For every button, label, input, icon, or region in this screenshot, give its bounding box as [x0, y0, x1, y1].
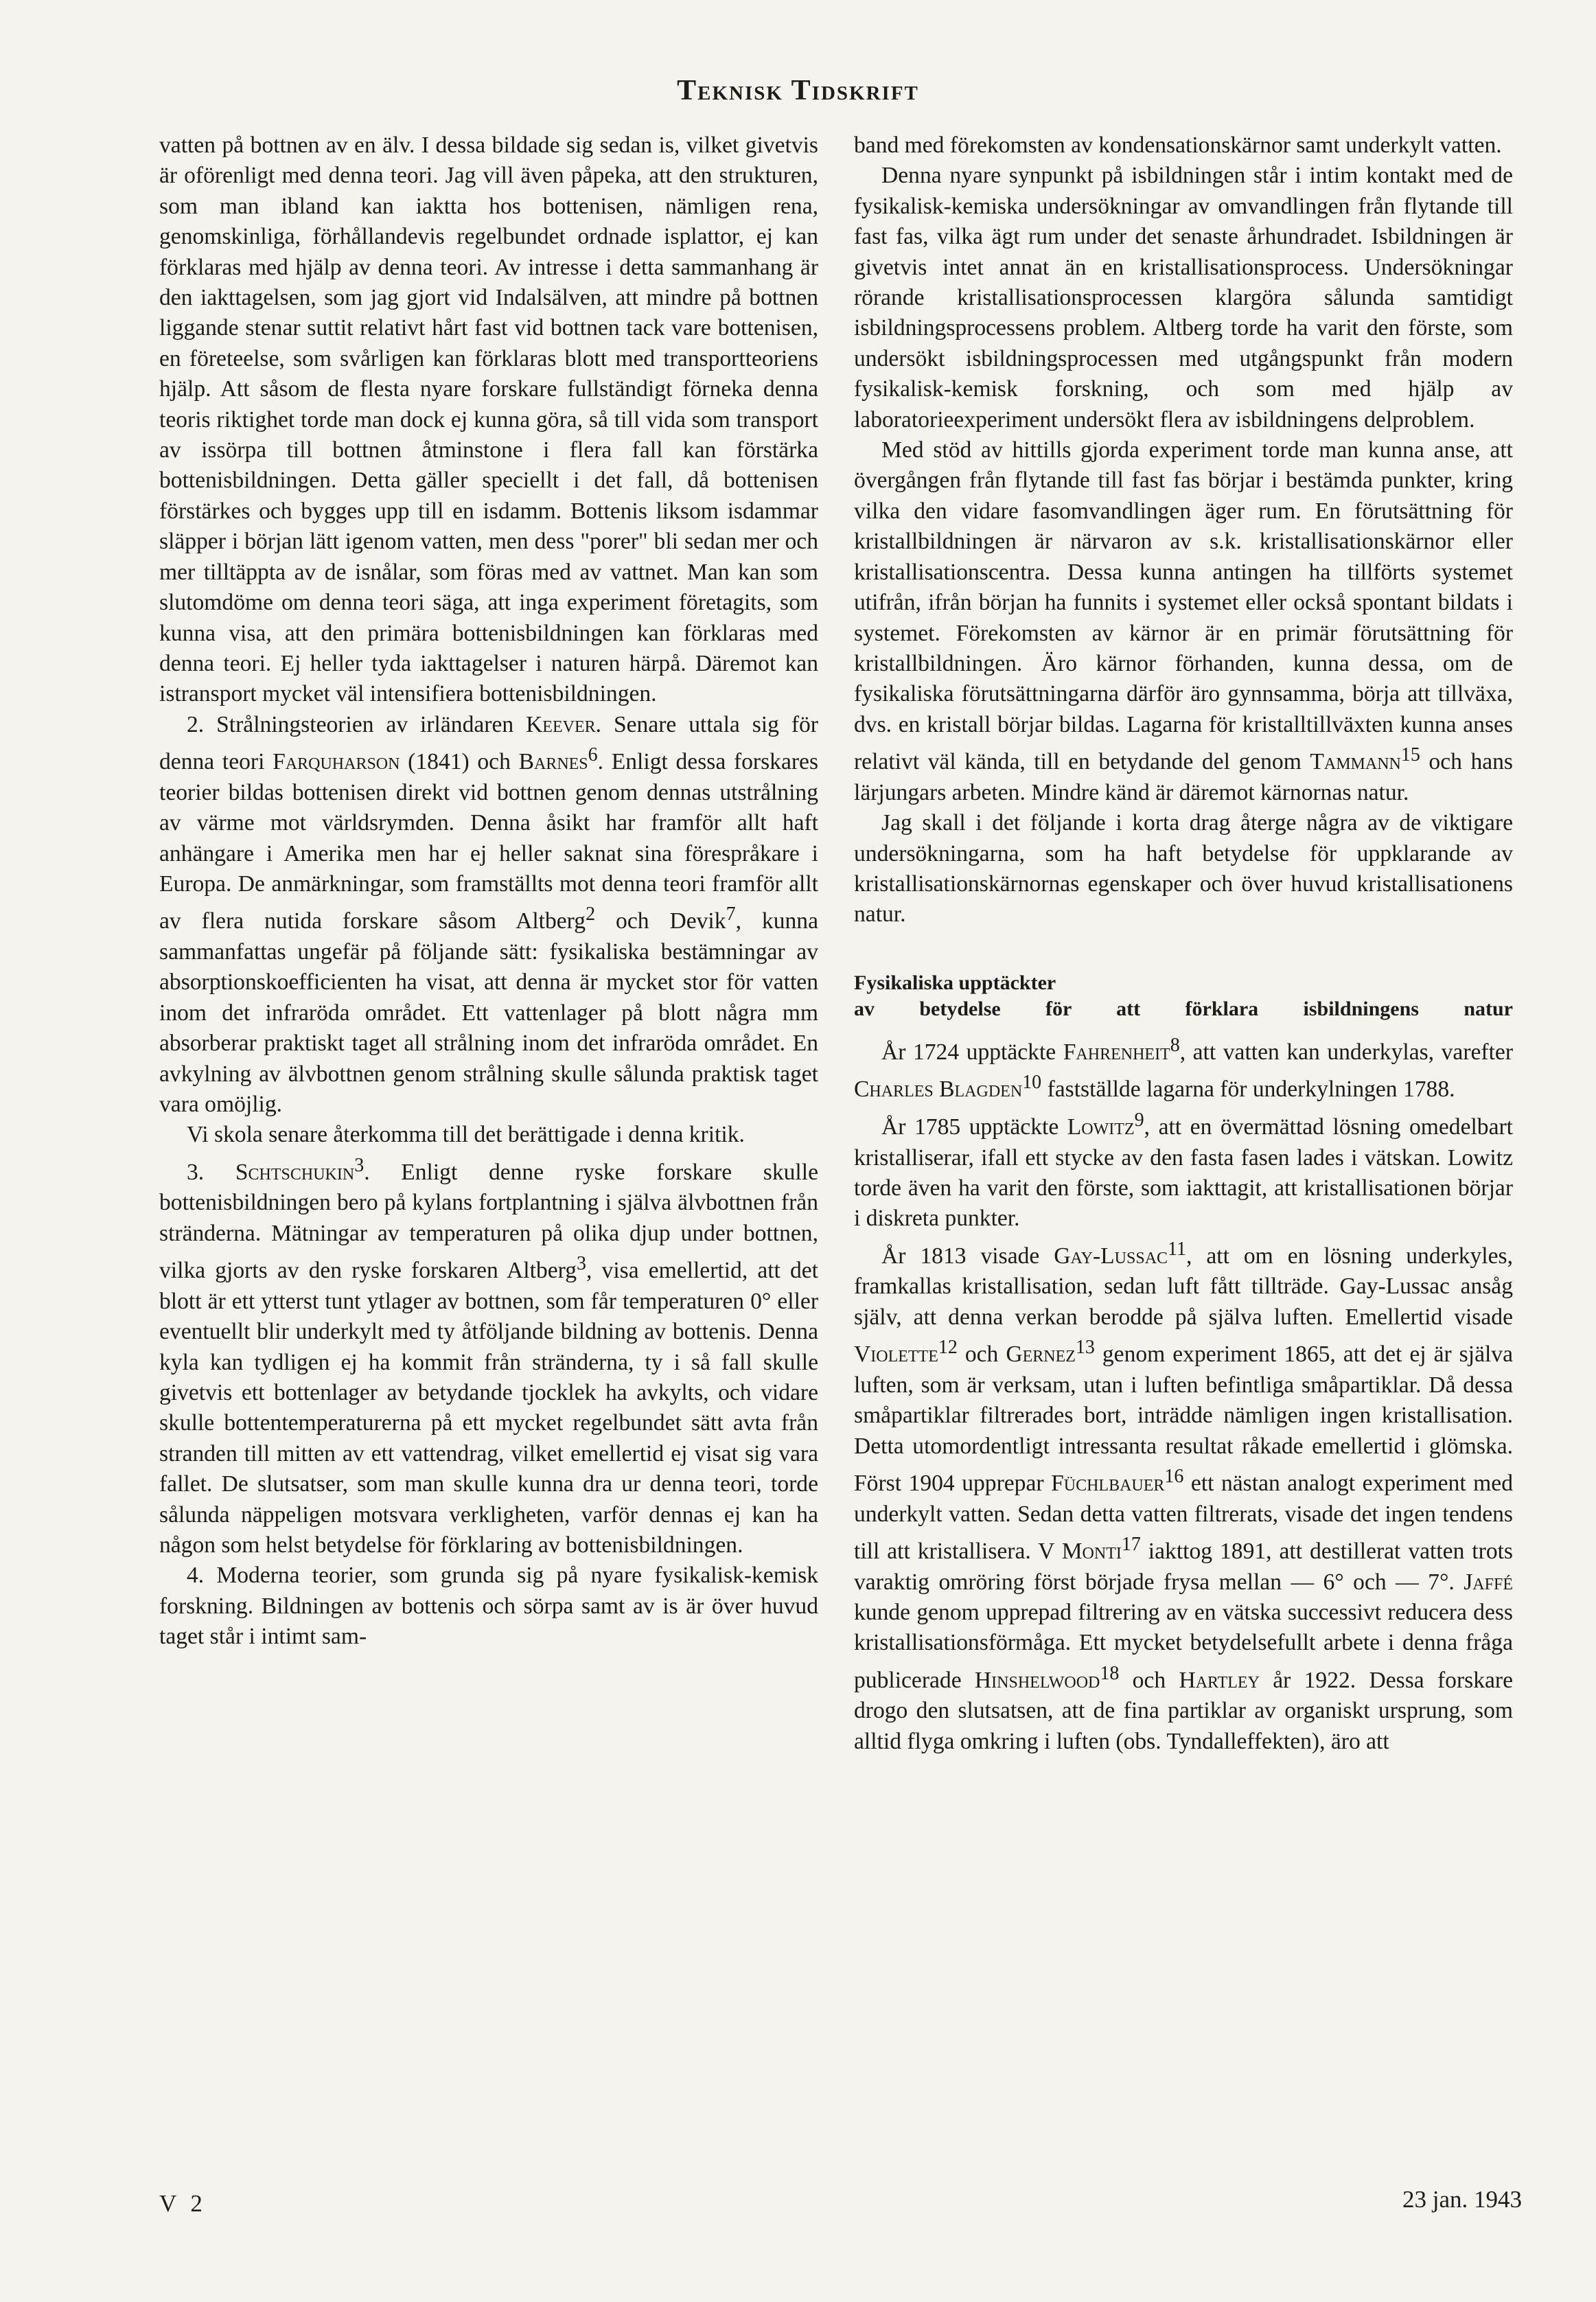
paragraph-text: , kunna sammanfattas ungefär på följande sätt: fysikaliska bestämningar av absorptionskoefficienten ha visat, att denna är mycket stor för vatten inom det infraröda området. Ett vattenlager på blott några mm absorberar praktiskt taget all strålning inom det infraröda området. En avkylning av älvbottnen genom strålning skulle sålunda praktisk taget vara omöjlig. — [159, 908, 818, 1117]
paragraph-text: . Enligt dessa forskares teorier bildas bottenisen direkt vid bottnen genom dennas utstrålning av värme mot världsrymden. Denna åsikt har framför allt haft anhängare i Amerika men har ej heller saknat sina förespråkare i Europa. De anmärkningar, som framställts mot denna teori framför allt av flera nutida forskare såsom Altberg — [159, 749, 819, 934]
page-number: V 2 — [159, 2190, 207, 2217]
paragraph-text: band med förekomsten av kondensationskärnor samt underkylt vatten. — [854, 133, 1502, 158]
paragraph-text: och — [957, 1342, 1006, 1368]
paragraph-text: Jag skall i det följande i korta drag återge några av de viktigare undersökningarna, som ha haft betydelse för uppklarande av kristallisationskärnornas egenskaper och över huvud kristallisationens natur. — [854, 810, 1513, 928]
paragraph-text: År 1813 visade — [881, 1243, 1054, 1269]
paragraph-text: (1841) och — [400, 749, 519, 775]
paragraph-text: och — [1119, 1667, 1179, 1693]
paragraph-text: År 1785 upptäckte — [881, 1114, 1067, 1140]
paragraph-text: ett nästan analogt experiment med underkylt vatten. Sedan detta vatten filtrerats, visade det ingen tendens till att kristallisera. V — [854, 1471, 1513, 1565]
paragraph — [159, 1151, 818, 1561]
journal-title: Teknisk Tidskrift — [677, 75, 919, 106]
author-name: Gernez — [1006, 1342, 1076, 1368]
reference-number: 12 — [938, 1337, 958, 1359]
paragraph-text: Med stöd av hittills gjorda experiment torde man kunna anse, att övergången från flytande till fast fas börjar i bestämda punkter, kring vilka den vidare fasomvandlingen äger rum. En förutsättning för kristallbildningen är närvaron av s.k. kristallisationskärnor eller kristallisationscentra. Dessa kunna antingen ha tillförts systemet utifrån, ifrån början ha funnits i systemet eller också spontant bildats i systemet. Förekomsten av kärnor är en primär förutsättning för kristallbildningen. Äro kärnor förhanden, kunna dessa, om de fysikaliska förutsättningarna därför äro gynnsamma, börja att tillväxa, dvs. en kristall börjar bildas. Lagarna för kristalltillväxten kunna anses relativt väl kända, till en betydande del genom — [854, 437, 1513, 775]
author-name: Hartley — [1179, 1667, 1260, 1693]
reference-number: 6 — [588, 744, 598, 766]
reference-number: 9 — [1134, 1109, 1144, 1131]
paragraph — [854, 435, 1513, 808]
paragraph-text: 2. Strålningsteorien av irländaren — [187, 711, 527, 737]
paragraph — [854, 1031, 1513, 1105]
paragraph-text: . Enligt denne ryske forskare skulle bottenisbildningen bero på kylans fortplantning i själva älvbottnen från stränderna. Mätningar av temperaturen på olika djup under bottnen, vilka gjorts av den ryske forskaren Altberg — [159, 1159, 818, 1284]
reference-number: 3 — [354, 1154, 365, 1176]
author-name: Jaffé — [1464, 1569, 1513, 1595]
paragraph-text: genom experiment 1865, att det ej är själva luften, som är verksam, utan i luften befintliga småpartiklar. Då dessa småpartiklar filtrerades bort, inträdde nämligen ingen kristallisation. Detta utomordentligt intressanta resultat råkade emellertid i glömska. Först 1904 upprepar — [854, 1342, 1513, 1497]
paragraph — [854, 130, 1513, 161]
paragraph-text: Vi skola senare återkomma till det berättigade i denna kritik. — [187, 1122, 745, 1148]
paragraph-text: kunde genom upprepad filtrering av en vätska successivt reducera dess kristallisationsförmåga. Ett mycket betydelsefullt arbete i denna fråga publicerade — [854, 1599, 1513, 1693]
paragraph-text: Denna nyare synpunkt på isbildningen står i intim kontakt med de fysikalisk-kemiska undersökningar av omvandlingen från flytande till fast fas, vilka ägt rum under det senaste århundradet. Isbildningen är givetvis intet annat än en kristallisationsprocess. Undersökningar rörande kristallisationsprocessen klargöra sålunda samtidigt isbildningsprocessens problem. Altberg torde ha varit den förste, som undersökt isbildningsprocessen med utgångspunkt från modern fysikalisk-kemisk forskning, och som med hjälp av laboratorieexperiment undersökt flera av isbildningens delproblem. — [854, 163, 1513, 433]
author-name: Barnes — [518, 749, 588, 775]
paragraph — [854, 1105, 1513, 1234]
paragraph — [159, 710, 818, 1120]
paragraph — [854, 161, 1513, 435]
author-name: Violette — [854, 1342, 938, 1368]
author-name: Fahrenheit — [1063, 1039, 1170, 1065]
paragraph-text: , visa emellertid, att det blott är ett ytterst tunt ytlager av bottnen, som får temperaturen 0° eller eventuellt blir underkylt med ty åtföljande bildning av bottenis. Denna kyla kan tydligen ej ha kommit från stränderna, ty i så fall skulle givetvis ett bottenlager av betydande tjocklek ha avkylts, och vidare skulle bottentemperaturerna på ett mycket regelbundet sätt avta från stranden till mitten av ett vattendrag, vilket emellertid ej visat sig vara fallet. De slutsatser, som man skulle kunna dra ur denna teori, torde sålunda näppeligen motsvara verkligheten, varför dennas ej kan ha någon som helst betydelse för förklaring av bottenisbildningen. — [159, 1258, 819, 1558]
section-heading — [854, 970, 1513, 1022]
author-name: Gay-Lussac — [1054, 1243, 1168, 1269]
paragraph — [159, 130, 818, 710]
left-column — [159, 130, 818, 1653]
paragraph — [854, 1234, 1513, 1757]
paragraph — [159, 1120, 818, 1150]
author-name: Tammann — [1310, 749, 1401, 775]
paragraph-text: och hans lärjungars arbeten. Mindre känd är däremot kärnornas natur. — [854, 749, 1513, 805]
reference-number: 11 — [1168, 1238, 1186, 1260]
reference-number: 7 — [726, 903, 736, 925]
paragraph-text: vatten på bottnen av en älv. I dessa bildade sig sedan is, vilket givetvis är oförenligt med denna teori. Jag vill även påpeka, att den strukturen, som man ibland kan iaktta hos bottenisen, nämligen rena, genomskinliga, förhållandevis regelbundet ordnade isplattor, ej kan förklaras med hjälp av denna teori. Av intresse i detta sammanhang är den iakttagelsen, som jag gjort vid Indalsälven, att mindre på bottnen liggande stenar suttit relativt hårt fast vid bottnen tack vare bottenisen, en företeelse, som svårligen kan förklaras blott med transportteoriens hjälp. Att såsom de flesta nyare forskare fullständigt förneka denna teoris riktighet torde man dock ej kunna göra, så till vida som transport av issörpa till bottnen åtminstone i flera fall kan förstärka bottenisbildningen. Detta gäller speciellt i det fall, då bottenisen förstärkes och bygges upp till en isdamm. Bottenis liksom isdammar släpper i början lätt igenom vatten, men dess "porer" bli sedan mer och mer tilltäppta av de isnålar, som föras med av vattnet. Man kan som slutomdöme om denna teori säga, att inga experiment företagits, som kunna visa, att den primära bottenisbildningen kan förklaras med denna teori. Ej heller tyda iakttagelser i naturen härpå. Däremot kan istransport mycket väl intensifiera bottenisbildningen. — [159, 133, 818, 707]
paragraph-text: iakttog 1891, att destillerat vatten trots varaktig omröring först började frysa mellan — 6° och — 7°. — [854, 1539, 1513, 1595]
section-heading-line: Fysikaliska upptäckter — [854, 971, 1056, 994]
author-name: Hinshelwood — [974, 1667, 1100, 1693]
reference-number: 18 — [1100, 1662, 1120, 1684]
author-name: Lowitz — [1067, 1114, 1135, 1140]
author-name: Charles Blagden — [854, 1077, 1023, 1103]
paragraph-text: , att om en lösning underkyles, framkallas kristallisation, sedan luft fått tillträde. Gay-Lussac ansåg själv, att denna verkan berodde på själva luften. Emellertid visade — [854, 1243, 1513, 1330]
reference-number: 17 — [1121, 1533, 1141, 1555]
author-name: Schtschukin — [235, 1159, 355, 1185]
paragraph-text: och Devik — [595, 908, 726, 934]
paragraph-text: 4. Moderna teorier, som grunda sig på nyare fysikalisk-kemisk forskning. Bildningen av bottenis och sörpa samt av is är över huvud taget står i intimt sam- — [159, 1563, 818, 1650]
paragraph — [854, 808, 1513, 930]
paragraph-text: . Senare uttala sig för denna teori — [159, 711, 818, 775]
reference-number: 2 — [586, 903, 596, 925]
paragraph-text: 3. — [187, 1159, 235, 1185]
author-name: Farquharson — [273, 749, 400, 775]
paragraph — [159, 1561, 818, 1652]
issue-date: 23 jan. 1943 — [1402, 2186, 1522, 2213]
paragraph-text: år 1922. Dessa forskare drogo den slutsatsen, att de fina partiklar av organiskt ursprung, som alltid flyga omkring i luften (obs. Tyndalleffekten), äro att — [854, 1667, 1513, 1754]
reference-number: 13 — [1075, 1337, 1095, 1359]
paragraph-text: , att vatten kan underkylas, varefter — [1179, 1039, 1513, 1065]
right-column — [854, 130, 1513, 1757]
section-heading-line: av betydelse för att förklara isbildningens natur — [854, 997, 1513, 1020]
author-name: Füchlbauer — [1051, 1471, 1165, 1497]
paragraph-text: fastställde lagarna för underkylningen 1788. — [1041, 1077, 1455, 1103]
reference-number: 16 — [1164, 1465, 1184, 1487]
reference-number: 8 — [1170, 1034, 1180, 1056]
author-name: Keever — [526, 711, 596, 737]
paragraph-text: , att en övermättad lösning omedelbart kristalliserar, ifall ett stycke av den fasta fasen lades i vätskan. Lowitz torde även ha varit den förste, som iakttagit, att kristallisationen börjar i diskreta punkter. — [854, 1114, 1514, 1232]
paragraph-text: År 1724 upptäckte — [881, 1039, 1063, 1065]
reference-number: 10 — [1022, 1072, 1042, 1094]
reference-number: 3 — [577, 1253, 587, 1275]
reference-number: 15 — [1400, 744, 1420, 766]
author-name: Monti — [1061, 1539, 1122, 1565]
